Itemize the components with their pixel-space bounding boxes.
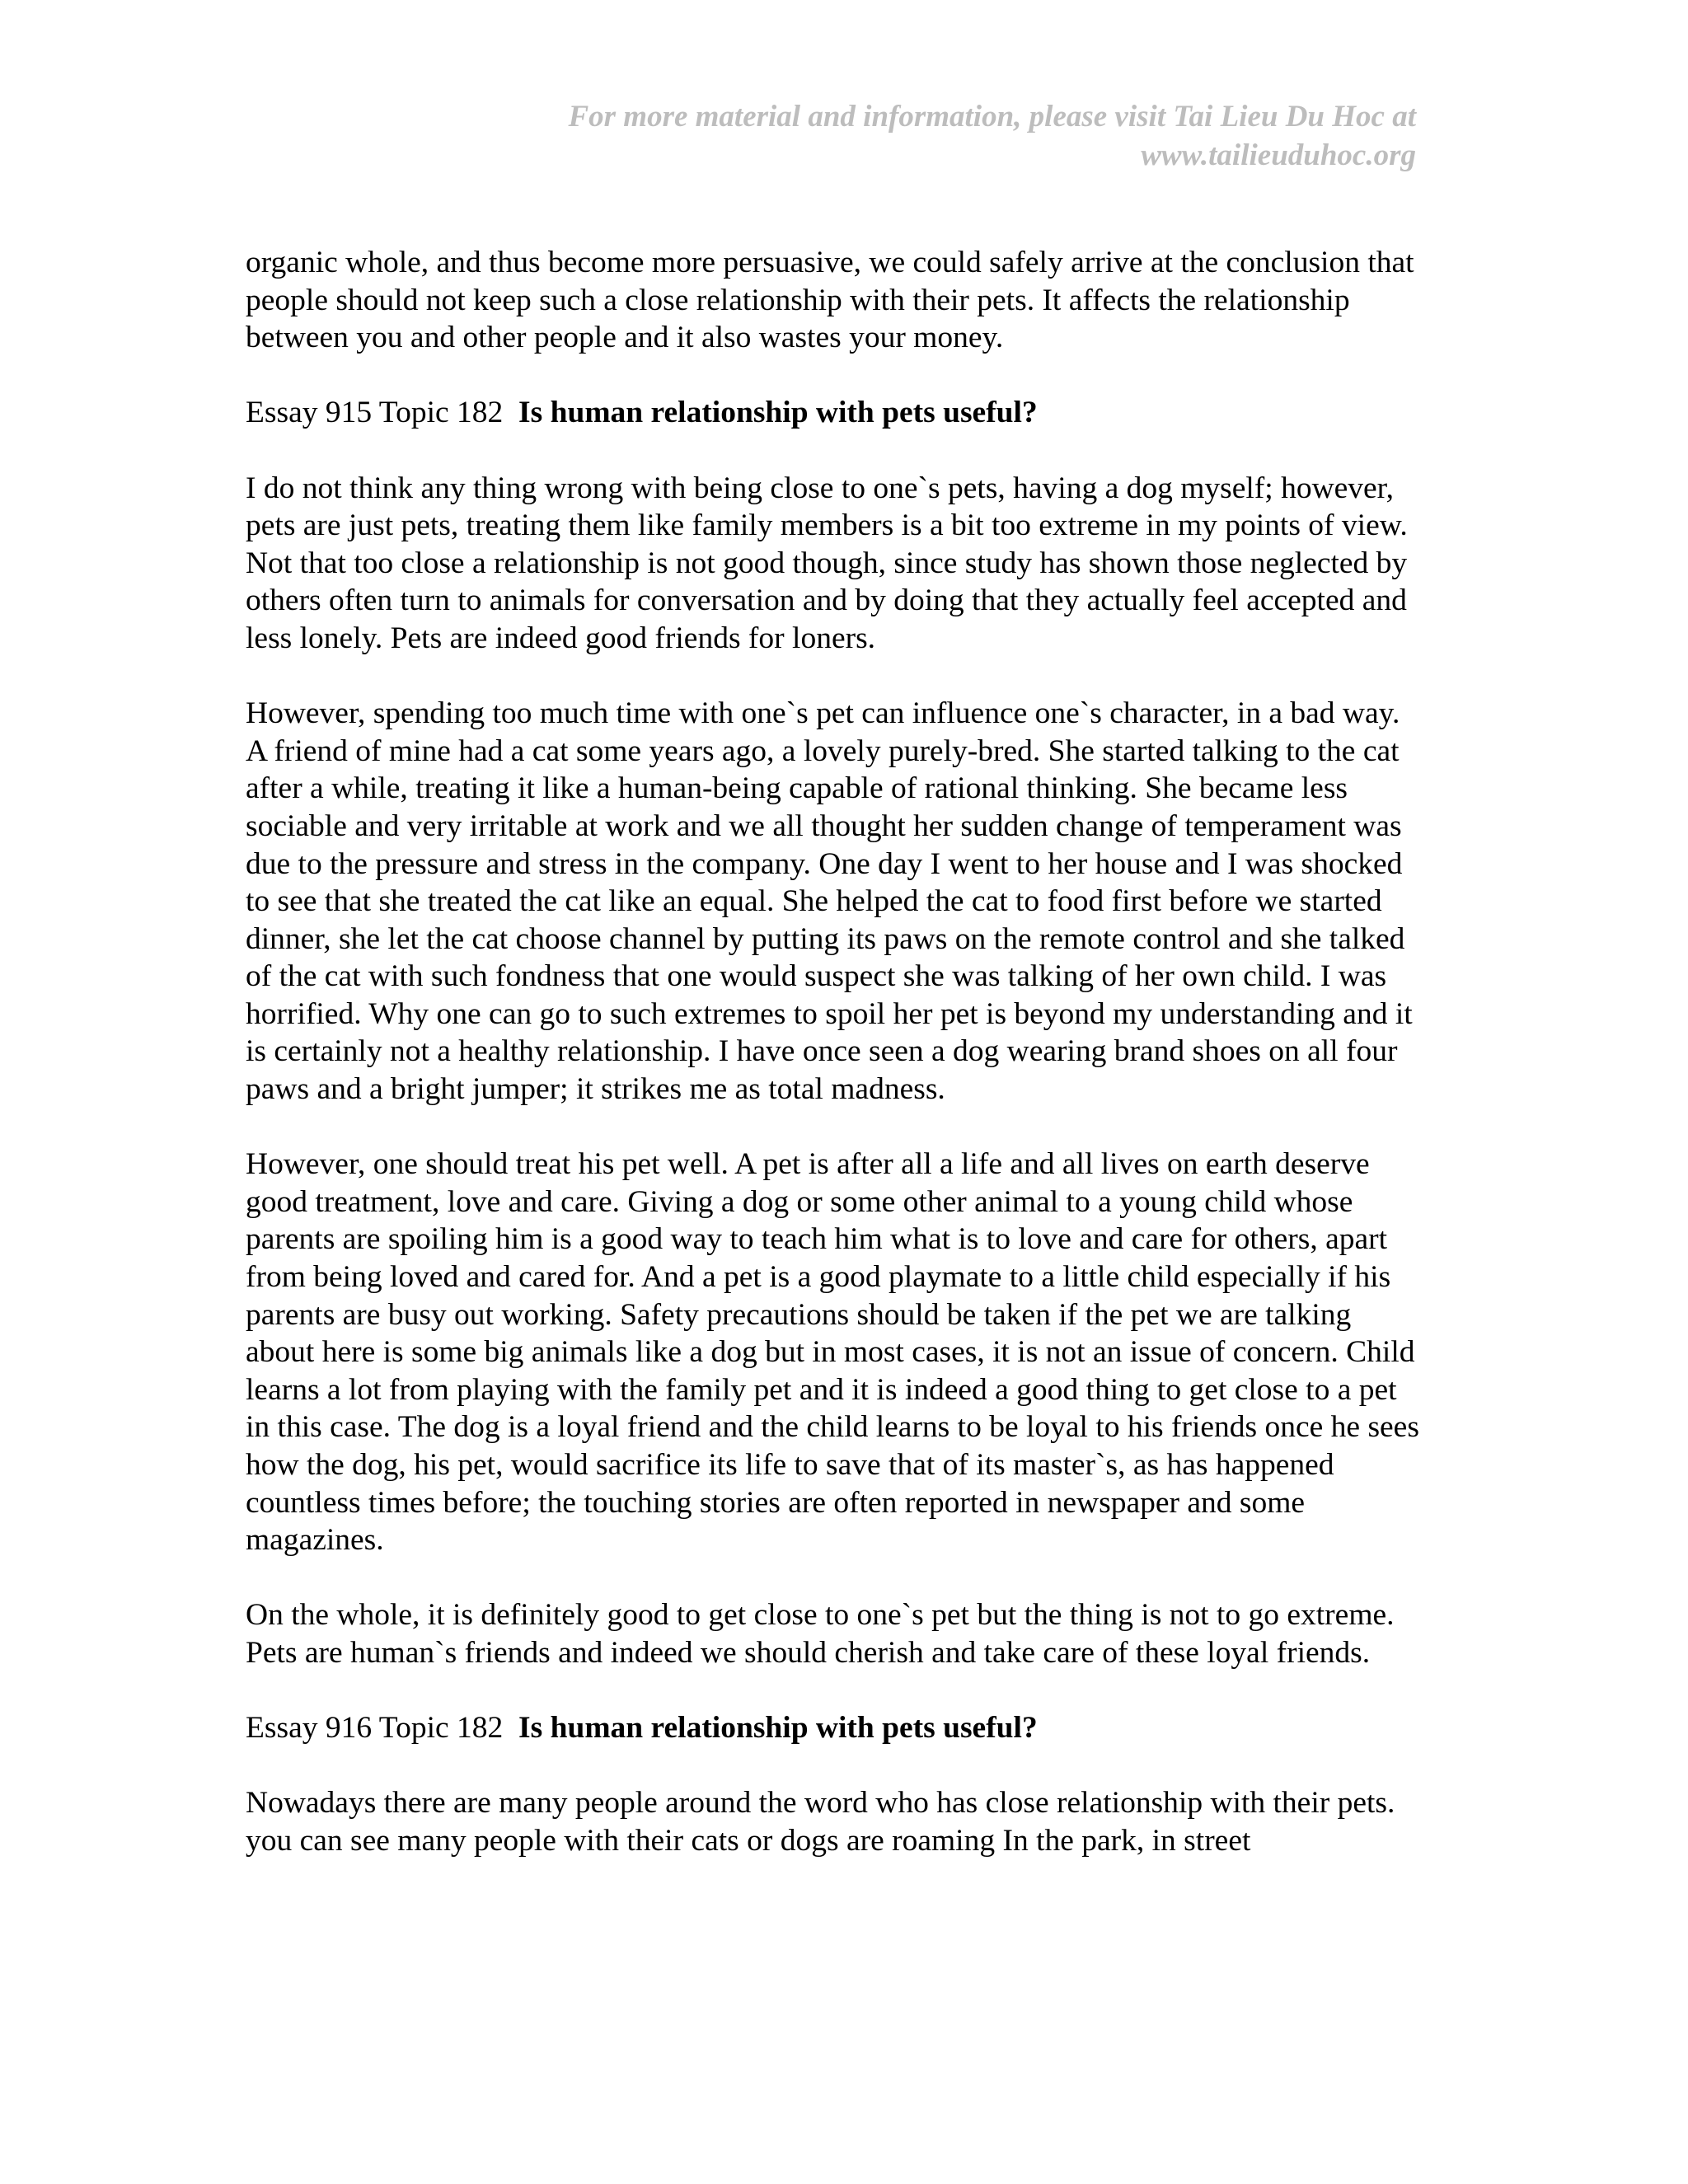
paragraph: I do not think any thing wrong with being close to one`s pets, having a dog myself; however, pets are just pets, treating them like family members is a bit too extreme in my points of view. Not that too close a relationship is not good though, since study has shown those neglected by others often turn to animals for conversation and by doing that they actually feel accepted and less lonely. Pets are indeed good friends for loners. [246,471,1408,655]
paragraph: On the whole, it is definitely good to get close to one`s pet but the thing is not to go extreme. Pets are human`s friends and indeed we should cherish and take care of these loyal friends. [246,1598,1395,1670]
paragraph: However, one should treat his pet well. A pet is after all a life and all lives on earth deserve good treatment, love and care. Giving a dog or some other animal to a young child whose parents are spoiling him is a good way to teach him what is to love and care for others, apart from being loved and cared for. And a pet is a good playmate to a little child especially if his parents are busy out working. Safety precautions should be taken if the pet we are talking about here is some big animals like a dog but in most cases, it is not an issue of concern. Child learns a lot from playing with the family pet and it is indeed a good thing to get close to a pet in this case. The dog is a loyal friend and the child learns to be loyal to his friends once he sees how the dog, his pet, would sacrifice its life to save that of its master`s, as has happened countless times before; the touching stories are often reported in newspaper and some magazines. [246,1147,1419,1558]
paragraph: Nowadays there are many people around the word who has close relationship with their pets. you can see many people with their cats or dogs are roaming In the park, in street [246,1786,1395,1858]
document-body [246,244,1426,1897]
essay-label: Essay 915 Topic 182 [246,396,504,430]
paragraph: organic whole, and thus become more persuasive, we could safely arrive at the conclusion that people should not keep such a close relationship with their pets. It affects the relationship between you and other people and it also wastes your money. [246,246,1414,355]
essay-topic-title: Is human relationship with pets useful? [518,396,1038,430]
page-header [427,97,1416,175]
header-line-2: www.tailieuduhoc.org [1141,138,1416,172]
essay-heading-915 [246,394,1426,432]
essay-label: Essay 916 Topic 182 [246,1711,504,1746]
essay-heading-916 [246,1709,1426,1747]
essay-topic-title: Is human relationship with pets useful? [518,1711,1038,1746]
paragraph: However, spending too much time with one`s pet can influence one`s character, in a bad way. A friend of mine had a cat some years ago, a lovely purely-bred. She started talking to the cat after a while, treating it like a human-being capable of rational thinking. She became less sociable and very irritable at work and we all thought her sudden change of temperament was due to the pressure and stress in the company. One day I went to her house and I was shocked to see that she treated the cat like an equal. She helped the cat to food first before we started dinner, she let the cat choose channel by putting its paws on the remote control and she talked of the cat with such fondness that one would suspect she was talking of her own child. I was horrified. Why one can go to such extremes to spoil her pet is beyond my understanding and it is certainly not a healthy relationship. I have once seen a dog wearing brand shoes on all four paws and a bright jumper; it strikes me as total madness. [246,696,1413,1107]
header-line-1: For more material and information, please visit Tai Lieu Du Hoc at [568,100,1416,134]
